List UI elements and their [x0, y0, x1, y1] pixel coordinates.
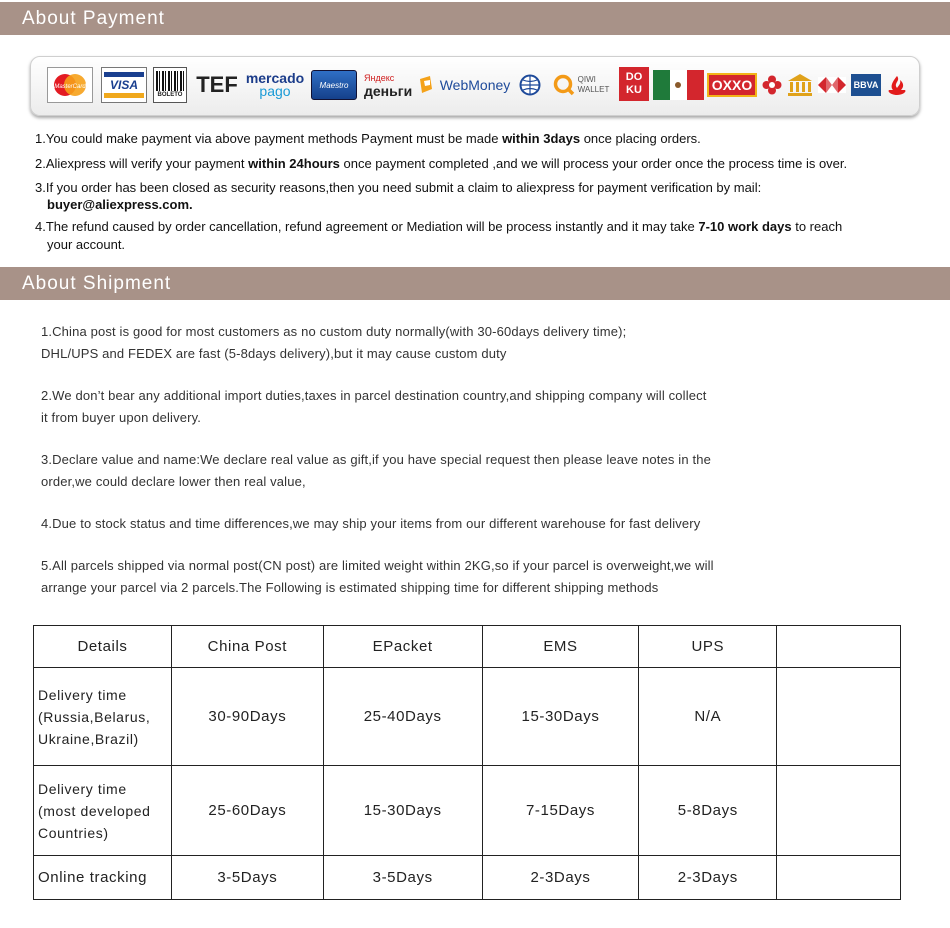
table-cell: 5-8Days	[639, 766, 777, 856]
oxxo-text: OXXO	[711, 77, 753, 93]
row-label-delivery-time-developed: Delivery time (most developed Countries)	[34, 766, 172, 856]
maestro-logo	[311, 70, 357, 100]
table-cell: 15-30Days	[323, 766, 482, 856]
hsbc-icon	[817, 67, 847, 103]
shipment-note-2-continued: it from buyer upon delivery.	[41, 410, 202, 425]
shipment-note-4: 4.Due to stock status and time differences,we may ship your items from our different warehouse for fast delivery	[41, 516, 701, 531]
webmoney-logo	[415, 67, 513, 103]
webmoney-text: WebMoney	[439, 77, 511, 93]
boleto-logo-text: BOLETO	[157, 92, 183, 98]
shipping-time-table	[33, 625, 901, 900]
shipment-note-1-continued: DHL/UPS and FEDEX are fast (5-8days delivery),but it may cause custom duty	[41, 346, 507, 361]
shipment-note-5-continued: arrange your parcel via 2 parcels.The Following is estimated shipping time for different shipping methods	[41, 580, 659, 595]
table-header-row	[34, 626, 901, 668]
shipment-note-3: 3.Declare value and name:We declare real value as gift,if you have special request then please leave notes in the	[41, 452, 711, 467]
santander-flame-icon	[884, 67, 910, 103]
payment-note-4-continued: your account.	[47, 237, 126, 252]
mexico-flag-icon	[652, 70, 704, 100]
table-cell: 15-30Days	[482, 668, 639, 766]
table-cell	[777, 856, 901, 900]
webmoney-icon	[418, 75, 436, 95]
doku-text-top: DO	[625, 71, 643, 83]
shipment-note-2: 2.We don’t bear any additional import duties,taxes in parcel destination country,and shipping company will collect	[41, 388, 707, 403]
doku-text-bottom: KU	[626, 84, 642, 96]
row-label-online-tracking: Online tracking	[34, 856, 172, 900]
table-header-details: Details	[34, 626, 172, 668]
table-row	[34, 668, 901, 766]
flower-bank-icon	[761, 67, 783, 103]
doku-logo	[619, 67, 649, 101]
verify-deadline: within 24hours	[248, 156, 340, 171]
globe-payment-icon	[517, 67, 543, 103]
visa-logo	[101, 67, 147, 103]
qiwi-text: QIWI	[577, 75, 596, 84]
table-header-epacket: EPacket	[323, 626, 482, 668]
bbva-text: BBVA	[853, 80, 879, 90]
table-cell: 2-3Days	[639, 856, 777, 900]
tef-logo	[193, 67, 241, 103]
dengi-text: деньги	[364, 83, 413, 99]
row-label-delivery-time-ru: Delivery time (Russia,Belarus, Ukraine,Brazil)	[34, 668, 172, 766]
pago-text: pago	[259, 83, 291, 99]
table-cell: 2-3Days	[482, 856, 639, 900]
oxxo-logo	[707, 73, 757, 97]
qiwi-wallet-logo	[547, 67, 615, 103]
maestro-logo-text: Maestro	[319, 80, 349, 90]
shipment-section-heading: About Shipment	[0, 267, 950, 300]
table-cell: 3-5Days	[323, 856, 482, 900]
table-header-ups: UPS	[639, 626, 777, 668]
table-row	[34, 856, 901, 900]
table-cell: 3-5Days	[171, 856, 323, 900]
table-cell: 30-90Days	[171, 668, 323, 766]
payment-note-1: 1.You could make payment via above payment methods Payment must be made within 3days once placing orders.	[35, 131, 701, 146]
payment-section-heading: About Payment	[0, 2, 950, 35]
shipment-note-3-continued: order,we could declare lower then real value,	[41, 474, 306, 489]
yandex-money-logo	[364, 67, 412, 103]
table-cell: N/A	[639, 668, 777, 766]
boleto-logo	[153, 67, 187, 103]
visa-logo-text: VISA	[109, 78, 138, 92]
payment-note-3-email-line: buyer@aliexpress.com.	[47, 197, 193, 212]
table-cell	[777, 766, 901, 856]
bbva-logo	[851, 74, 881, 96]
payment-deadline: within 3days	[502, 131, 581, 146]
mastercard-logo	[47, 67, 93, 103]
payment-note-4: 4.The refund caused by order cancellation, refund agreement or Mediation will be process instantly and it may take 7-10 work days to reach	[35, 219, 843, 234]
shipment-note-5: 5.All parcels shipped via normal post(CN post) are limited weight within 2KG,so if your parcel is overweight,we will	[41, 558, 714, 573]
table-header-china-post: China Post	[171, 626, 323, 668]
mercado-pago-logo	[244, 67, 306, 103]
payment-note-2: 2.Aliexpress will verify your payment within 24hours once payment completed ,and we will process your order once the process time is over.	[35, 156, 848, 171]
table-header-empty	[777, 626, 901, 668]
payment-methods-logo-strip	[30, 56, 920, 116]
table-cell: 7-15Days	[482, 766, 639, 856]
wallet-text: WALLET	[577, 85, 610, 94]
tef-logo-text: TEF	[196, 72, 238, 97]
table-header-ems: EMS	[482, 626, 639, 668]
payment-note-3: 3.If you order has been closed as security reasons,then you need submit a claim to aliexpress for payment verification by mail:	[35, 180, 762, 195]
mercado-text: mercado	[245, 70, 305, 86]
table-cell: 25-40Days	[323, 668, 482, 766]
bank-building-icon	[786, 67, 814, 103]
table-cell	[777, 668, 901, 766]
yandex-text: Яндекс	[364, 73, 395, 83]
verification-email: buyer@aliexpress.com	[47, 197, 190, 212]
shipment-note-1: 1.China post is good for most customers as no custom duty normally(with 30-60days delivery time);	[41, 324, 627, 339]
table-row	[34, 766, 901, 856]
mastercard-logo-text: MasterCard	[54, 84, 86, 90]
table-cell: 25-60Days	[171, 766, 323, 856]
refund-duration: 7-10 work days	[698, 219, 792, 234]
